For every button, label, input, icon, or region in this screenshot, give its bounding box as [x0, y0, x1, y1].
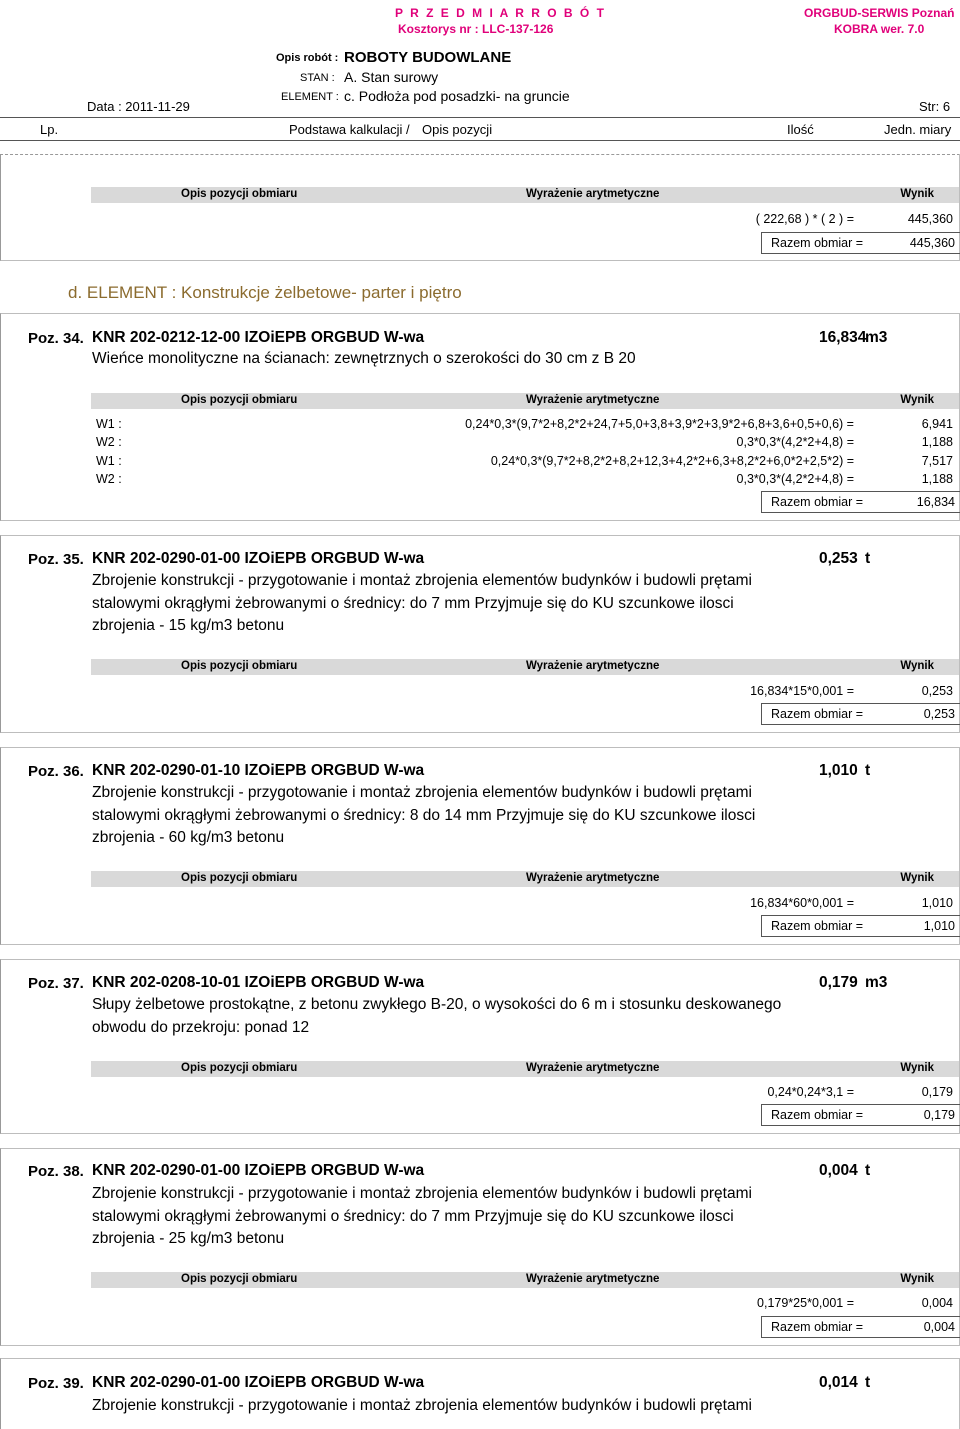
razem-label: Razem obmiar = — [771, 707, 864, 721]
measure-header-opis: Opis pozycji obmiaru — [181, 872, 298, 884]
measure-header-wyrazenie: Wyrażenie arytmetyczne — [526, 660, 660, 672]
measure-row — [96, 417, 959, 433]
measure-expression: 0,3*0,3*(4,2*2+4,8) = — [736, 435, 854, 449]
measure-header-wynik: Wynik — [900, 1273, 934, 1285]
razem-label: Razem obmiar = — [771, 236, 864, 250]
position-description: Zbrojenie konstrukcji - przygotowanie i montaż zbrojenia elementów budynków i budowli prętami — [92, 1397, 752, 1414]
position-38 — [0, 1148, 960, 1346]
position-knr: KNR 202-0290-01-10 IZOiEPB ORGBUD W-wa — [92, 762, 425, 779]
prev-position-section — [0, 154, 960, 261]
page-number: Str: 6 — [919, 99, 951, 114]
position-description: Zbrojenie konstrukcji - przygotowanie i montaż zbrojenia elementów budynków i budowli prętami stalowymi okrągłymi żebrowanymi o średnicy: do 7 mm Przyjmuje się do KU szcunkowe ilosci zbrojenia - 15 kg/m3 betonu — [92, 572, 752, 634]
razem-obmiar — [761, 1104, 960, 1126]
col-lp: Lp. — [40, 122, 59, 137]
razem-value: 0,253 — [923, 707, 955, 721]
measure-expression: 16,834*15*0,001 = — [750, 684, 854, 698]
position-description: Zbrojenie konstrukcji - przygotowanie i montaż zbrojenia elementów budynków i budowli prętami stalowymi okrągłymi żebrowanymi o średnicy: 8 do 14 mm Przyjmuje się do KU szcunkowe ilosci zbrojenia - 60 kg/m3 betonu — [92, 784, 756, 846]
company-name: ORGBUD-SERWIS Poznań — [804, 6, 955, 20]
measure-expression: ( 222,68 ) * ( 2 ) = — [755, 212, 854, 226]
measure-header-wyrazenie: Wyrażenie arytmetyczne — [526, 1062, 660, 1074]
position-unit: t — [865, 762, 871, 779]
razem-value: 0,179 — [923, 1108, 955, 1122]
measure-result: 1,188 — [921, 472, 953, 486]
measure-header-wynik: Wynik — [900, 872, 934, 884]
position-quantity: 0,004 — [819, 1162, 858, 1179]
position-knr: KNR 202-0290-01-00 IZOiEPB ORGBUD W-wa — [92, 1374, 425, 1391]
measure-row — [91, 212, 959, 228]
razem-label: Razem obmiar = — [771, 1320, 864, 1334]
measure-label: W2 : — [96, 472, 122, 486]
measure-result: 0,179 — [921, 1085, 953, 1099]
position-description: Zbrojenie konstrukcji - przygotowanie i montaż zbrojenia elementów budynków i budowli prętami stalowymi okrągłymi żebrowanymi o średnicy: do 7 mm Przyjmuje się do KU szcunkowe ilosci zbrojenia - 25 kg/m3 betonu — [92, 1185, 752, 1247]
col-ilosc: Ilość — [787, 122, 814, 137]
position-knr: KNR 202-0208-10-01 IZOiEPB ORGBUD W-wa — [92, 974, 425, 991]
measure-header-opis: Opis pozycji obmiaru — [181, 1273, 298, 1285]
position-number: Poz. 37. — [28, 975, 84, 992]
measure-expression: 0,24*0,3*(9,7*2+8,2*2+8,2+12,3+4,2*2+6,3+8,2*2+6,0*2+2,5*2) = — [490, 454, 854, 468]
opis-robot-value: ROBOTY BUDOWLANE — [344, 49, 512, 66]
stan-label: STAN : — [300, 72, 335, 84]
position-number: Poz. 35. — [28, 551, 84, 568]
measure-header-wynik: Wynik — [900, 1062, 934, 1074]
measure-header — [91, 1272, 959, 1288]
measure-result: 1,188 — [921, 435, 953, 449]
measure-header-wyrazenie: Wyrażenie arytmetyczne — [526, 872, 660, 884]
measure-label: W1 : — [96, 417, 122, 431]
col-jedn: Jedn. miary — [884, 122, 952, 137]
document-date: Data : 2011-11-29 — [87, 99, 190, 114]
measure-header-wynik: Wynik — [900, 394, 934, 406]
kosztorys-number: Kosztorys nr : LLC-137-126 — [398, 22, 554, 36]
position-unit: t — [865, 1374, 871, 1391]
position-number: Poz. 34. — [28, 330, 84, 347]
razem-value: 445,360 — [909, 236, 955, 250]
element-heading: d. ELEMENT : Konstrukcje żelbetowe- parter i piętro — [68, 283, 462, 302]
measure-result: 0,004 — [921, 1296, 953, 1310]
position-knr: KNR 202-0290-01-00 IZOiEPB ORGBUD W-wa — [92, 1162, 425, 1179]
measure-expression: 0,24*0,24*3,1 = — [767, 1085, 854, 1099]
position-number: Poz. 38. — [28, 1163, 84, 1180]
razem-value: 16,834 — [916, 495, 955, 509]
col-slash: / — [406, 122, 410, 137]
razem-label: Razem obmiar = — [771, 495, 864, 509]
element-value: c. Podłoża pod posadzki- na gruncie — [344, 88, 570, 104]
position-36 — [0, 747, 960, 945]
position-number: Poz. 36. — [28, 763, 84, 780]
measure-row — [96, 472, 959, 488]
razem-obmiar — [761, 1316, 960, 1338]
col-opis: Opis pozycji — [422, 122, 493, 137]
measure-result: 7,517 — [921, 454, 953, 468]
position-description: Słupy żelbetowe prostokątne, z betonu zwykłego B-20, o wysokości do 6 m i stosunku deskowanego obwodu do przekroju: ponad 12 — [92, 996, 782, 1036]
razem-obmiar — [761, 703, 960, 725]
measure-header-wynik: Wynik — [900, 660, 934, 672]
software-version: KOBRA wer. 7.0 — [834, 22, 925, 36]
position-35 — [0, 535, 960, 733]
measure-result: 1,010 — [921, 896, 953, 910]
position-unit: m3 — [865, 974, 888, 991]
measure-header-opis: Opis pozycji obmiaru — [181, 660, 298, 672]
razem-value: 1,010 — [923, 919, 955, 933]
stan-value: A. Stan surowy — [344, 69, 439, 85]
razem-obmiar — [761, 491, 960, 513]
position-37 — [0, 959, 960, 1134]
measure-row — [91, 1296, 959, 1312]
measure-header — [91, 187, 959, 203]
position-unit: t — [865, 1162, 871, 1179]
position-quantity: 1,010 — [819, 762, 858, 779]
razem-label: Razem obmiar = — [771, 1108, 864, 1122]
position-description: Wieńce monolityczne na ścianach: zewnętrznych o szerokości do 30 cm z B 20 — [92, 350, 636, 367]
measure-row — [91, 896, 959, 912]
position-knr: KNR 202-0212-12-00 IZOiEPB ORGBUD W-wa — [92, 329, 425, 346]
measure-header-wyrazenie: Wyrażenie arytmetyczne — [526, 394, 660, 406]
position-unit: t — [865, 550, 871, 567]
razem-value: 0,004 — [923, 1320, 955, 1334]
razem-obmiar — [761, 915, 960, 937]
position-unit: m3 — [865, 329, 888, 346]
measure-row — [96, 435, 959, 451]
measure-header — [91, 393, 959, 409]
measure-header — [91, 1061, 959, 1077]
element-label: ELEMENT : — [281, 91, 339, 103]
measure-header — [91, 659, 959, 675]
measure-result: 6,941 — [921, 417, 953, 431]
measure-header-opis: Opis pozycji obmiaru — [181, 1062, 298, 1074]
position-quantity: 0,014 — [819, 1374, 858, 1391]
measure-expression: 16,834*60*0,001 = — [750, 896, 854, 910]
position-knr: KNR 202-0290-01-00 IZOiEPB ORGBUD W-wa — [92, 550, 425, 567]
measure-label: W2 : — [96, 435, 122, 449]
measure-expression: 0,3*0,3*(4,2*2+4,8) = — [736, 472, 854, 486]
measure-row — [91, 1085, 959, 1101]
opis-robot-label: Opis robót : — [276, 52, 339, 64]
col-podstawa: Podstawa kalkulacji — [289, 122, 403, 137]
measure-result: 0,253 — [921, 684, 953, 698]
position-quantity: 0,179 — [819, 974, 858, 991]
measure-header-wyrazenie: Wyrażenie arytmetyczne — [526, 188, 660, 200]
measure-row — [91, 684, 959, 700]
measure-header-opis: Opis pozycji obmiaru — [181, 394, 298, 406]
position-quantity: 16,834 — [819, 329, 867, 346]
position-quantity: 0,253 — [819, 550, 858, 567]
position-39 — [0, 1358, 960, 1429]
razem-label: Razem obmiar = — [771, 919, 864, 933]
position-34 — [0, 313, 960, 521]
measure-header-opis: Opis pozycji obmiaru — [181, 188, 298, 200]
measure-label: W1 : — [96, 454, 122, 468]
position-number: Poz. 39. — [28, 1375, 84, 1392]
measure-header — [91, 871, 959, 887]
measure-expression: 0,179*25*0,001 = — [757, 1296, 854, 1310]
measure-result: 445,360 — [907, 212, 953, 226]
document-title: P R Z E D M I A R R O B Ó T — [395, 6, 606, 20]
razem-obmiar — [761, 232, 960, 254]
measure-expression: 0,24*0,3*(9,7*2+8,2*2+24,7+5,0+3,8+3,9*2+3,9*2+6,8+3,6+0,5+0,6) = — [465, 417, 854, 431]
measure-header-wynik: Wynik — [900, 188, 934, 200]
measure-row — [96, 454, 959, 470]
measure-header-wyrazenie: Wyrażenie arytmetyczne — [526, 1273, 660, 1285]
